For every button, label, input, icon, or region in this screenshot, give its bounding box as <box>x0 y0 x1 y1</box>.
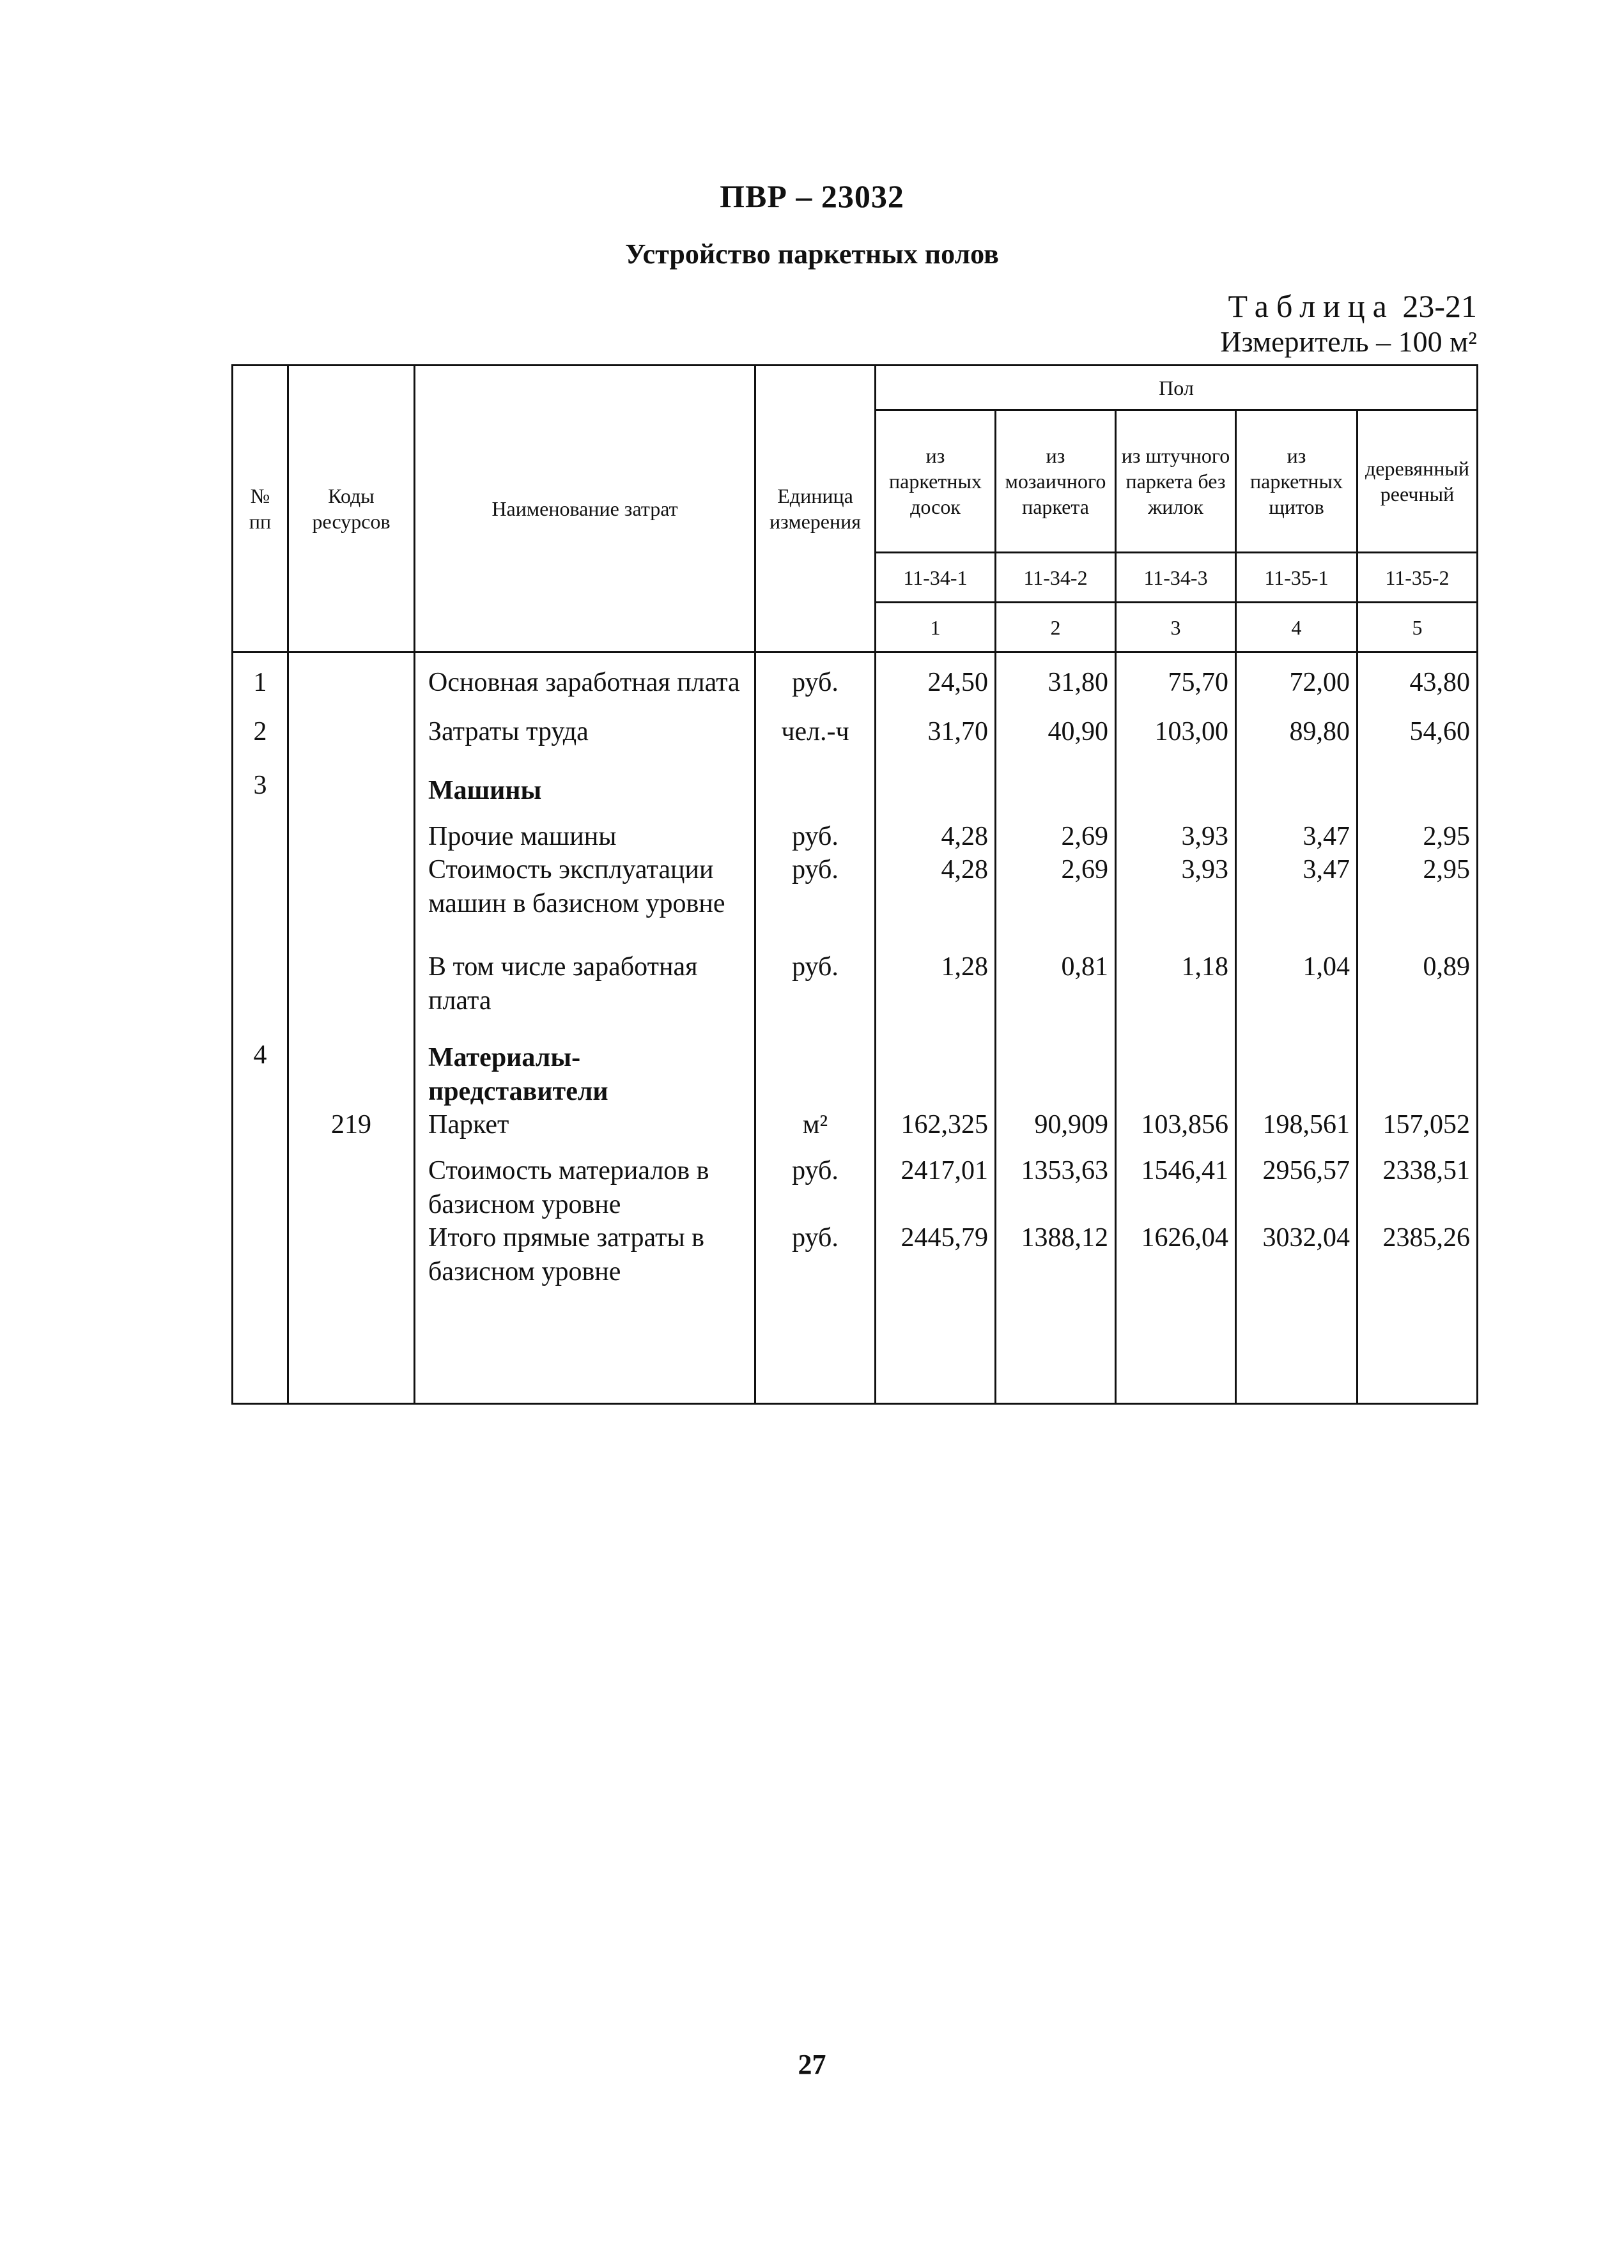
row-value-3: 1546,41 <box>1116 1154 1236 1221</box>
table-row <box>233 769 1478 820</box>
row-value-4 <box>1236 769 1357 820</box>
row-value-5: 2338,51 <box>1357 1154 1478 1221</box>
table-row <box>233 1221 1478 1403</box>
measure-unit: Измеритель – 100 м² <box>1220 325 1477 358</box>
header-codes: Коды ресурсов <box>288 366 415 652</box>
row-value-2: 31,80 <box>996 652 1116 715</box>
document-title: ПВР – 23032 <box>720 178 904 214</box>
row-value-5: 157,052 <box>1357 1108 1478 1154</box>
row-value-2 <box>996 1038 1116 1108</box>
row-value-1: 31,70 <box>876 715 996 769</box>
row-num: 4 <box>233 1038 288 1108</box>
row-num <box>233 950 288 1038</box>
row-value-4: 3,47 <box>1236 820 1357 854</box>
row-name: Итого прямые затраты в базисном уровне <box>415 1221 755 1403</box>
row-name: Стоимость эксплуатации машин в базисном уровне <box>415 853 755 950</box>
row-unit: м² <box>755 1108 876 1154</box>
row-value-3: 103,00 <box>1116 715 1236 769</box>
row-code: 219 <box>288 1108 415 1154</box>
row-value-3 <box>1116 1038 1236 1108</box>
row-name: Прочие машины <box>415 820 755 854</box>
header-unit: Единица измерения <box>755 366 876 652</box>
row-value-5: 54,60 <box>1357 715 1478 769</box>
row-code <box>288 1221 415 1403</box>
row-value-5: 2,95 <box>1357 820 1478 854</box>
row-value-1: 2445,79 <box>876 1221 996 1403</box>
col-index-1: 1 <box>876 603 996 652</box>
row-value-2: 2,69 <box>996 820 1116 854</box>
row-unit: руб. <box>755 820 876 854</box>
table-row <box>233 1108 1478 1154</box>
row-value-3: 3,93 <box>1116 820 1236 854</box>
header-name: Наименование затрат <box>415 366 755 652</box>
table-row <box>233 1154 1478 1221</box>
col-label-1: из паркетных досок <box>876 410 996 553</box>
page-number: 27 <box>798 2049 826 2080</box>
col-label-3: из штучного паркета без жилок <box>1116 410 1236 553</box>
row-value-4: 3,47 <box>1236 853 1357 950</box>
row-code <box>288 853 415 950</box>
col-label-2: из мозаичного паркета <box>996 410 1116 553</box>
row-value-3 <box>1116 769 1236 820</box>
row-value-3: 3,93 <box>1116 853 1236 950</box>
table-row <box>233 820 1478 854</box>
row-name: Стоимость материалов в базисном уровне <box>415 1154 755 1221</box>
header-group: Пол <box>876 366 1478 410</box>
col-label-4: из паркетных щитов <box>1236 410 1357 553</box>
row-unit <box>755 1038 876 1108</box>
row-value-4: 3032,04 <box>1236 1221 1357 1403</box>
row-unit: руб. <box>755 950 876 1038</box>
row-value-4: 1,04 <box>1236 950 1357 1038</box>
row-value-1: 4,28 <box>876 820 996 854</box>
row-value-3: 75,70 <box>1116 652 1236 715</box>
col-index-2: 2 <box>996 603 1116 652</box>
section-heading: Материалы-представители <box>415 1038 755 1108</box>
row-value-5: 43,80 <box>1357 652 1478 715</box>
document-subtitle: Устройство паркетных полов <box>625 238 999 270</box>
cost-table <box>231 364 1478 1405</box>
row-num <box>233 1154 288 1221</box>
row-value-4: 72,00 <box>1236 652 1357 715</box>
row-value-1 <box>876 1038 996 1108</box>
row-value-5: 2385,26 <box>1357 1221 1478 1403</box>
table-label-number: 23-21 <box>1402 288 1477 324</box>
row-code <box>288 950 415 1038</box>
row-value-2: 1388,12 <box>996 1221 1116 1403</box>
row-value-4: 198,561 <box>1236 1108 1357 1154</box>
col-label-5: деревянный реечный <box>1357 410 1478 553</box>
row-num <box>233 1221 288 1403</box>
row-unit: руб. <box>755 1221 876 1403</box>
row-num <box>233 853 288 950</box>
row-code <box>288 820 415 854</box>
row-num <box>233 1108 288 1154</box>
row-value-2 <box>996 769 1116 820</box>
row-value-1 <box>876 769 996 820</box>
row-value-3: 103,856 <box>1116 1108 1236 1154</box>
row-name: В том числе заработная плата <box>415 950 755 1038</box>
row-value-2: 1353,63 <box>996 1154 1116 1221</box>
row-num: 1 <box>233 652 288 715</box>
header-num: № пп <box>233 366 288 652</box>
row-name: Затраты труда <box>415 715 755 769</box>
table-row <box>233 1038 1478 1108</box>
col-code-3: 11-34-3 <box>1116 553 1236 603</box>
row-code <box>288 715 415 769</box>
table-row <box>233 715 1478 769</box>
row-num: 2 <box>233 715 288 769</box>
row-value-5: 2,95 <box>1357 853 1478 950</box>
section-heading: Машины <box>415 769 755 820</box>
col-code-4: 11-35-1 <box>1236 553 1357 603</box>
table-label <box>1228 288 1478 325</box>
row-value-1: 162,325 <box>876 1108 996 1154</box>
row-value-4 <box>1236 1038 1357 1108</box>
table-label-word: Таблица <box>1228 288 1395 324</box>
col-code-5: 11-35-2 <box>1357 553 1478 603</box>
col-index-3: 3 <box>1116 603 1236 652</box>
row-value-1: 1,28 <box>876 950 996 1038</box>
row-num <box>233 820 288 854</box>
row-value-5: 0,89 <box>1357 950 1478 1038</box>
row-value-2: 40,90 <box>996 715 1116 769</box>
row-name: Основная заработная плата <box>415 652 755 715</box>
row-value-4: 89,80 <box>1236 715 1357 769</box>
row-value-1: 2417,01 <box>876 1154 996 1221</box>
col-index-5: 5 <box>1357 603 1478 652</box>
row-unit: руб. <box>755 853 876 950</box>
row-value-1: 4,28 <box>876 853 996 950</box>
row-code <box>288 1154 415 1221</box>
row-code <box>288 1038 415 1108</box>
row-code <box>288 652 415 715</box>
col-code-1: 11-34-1 <box>876 553 996 603</box>
row-value-4: 2956,57 <box>1236 1154 1357 1221</box>
row-value-2: 0,81 <box>996 950 1116 1038</box>
row-value-5 <box>1357 769 1478 820</box>
row-value-2: 2,69 <box>996 853 1116 950</box>
col-index-4: 4 <box>1236 603 1357 652</box>
row-code <box>288 769 415 820</box>
row-unit: чел.-ч <box>755 715 876 769</box>
row-value-3: 1626,04 <box>1116 1221 1236 1403</box>
table-row <box>233 652 1478 715</box>
row-value-5 <box>1357 1038 1478 1108</box>
table-row <box>233 950 1478 1038</box>
row-unit: руб. <box>755 1154 876 1221</box>
col-code-2: 11-34-2 <box>996 553 1116 603</box>
row-unit <box>755 769 876 820</box>
row-num: 3 <box>233 769 288 820</box>
row-name: Паркет <box>415 1108 755 1154</box>
row-value-2: 90,909 <box>996 1108 1116 1154</box>
row-value-1: 24,50 <box>876 652 996 715</box>
table-row <box>233 853 1478 950</box>
row-value-3: 1,18 <box>1116 950 1236 1038</box>
row-unit: руб. <box>755 652 876 715</box>
